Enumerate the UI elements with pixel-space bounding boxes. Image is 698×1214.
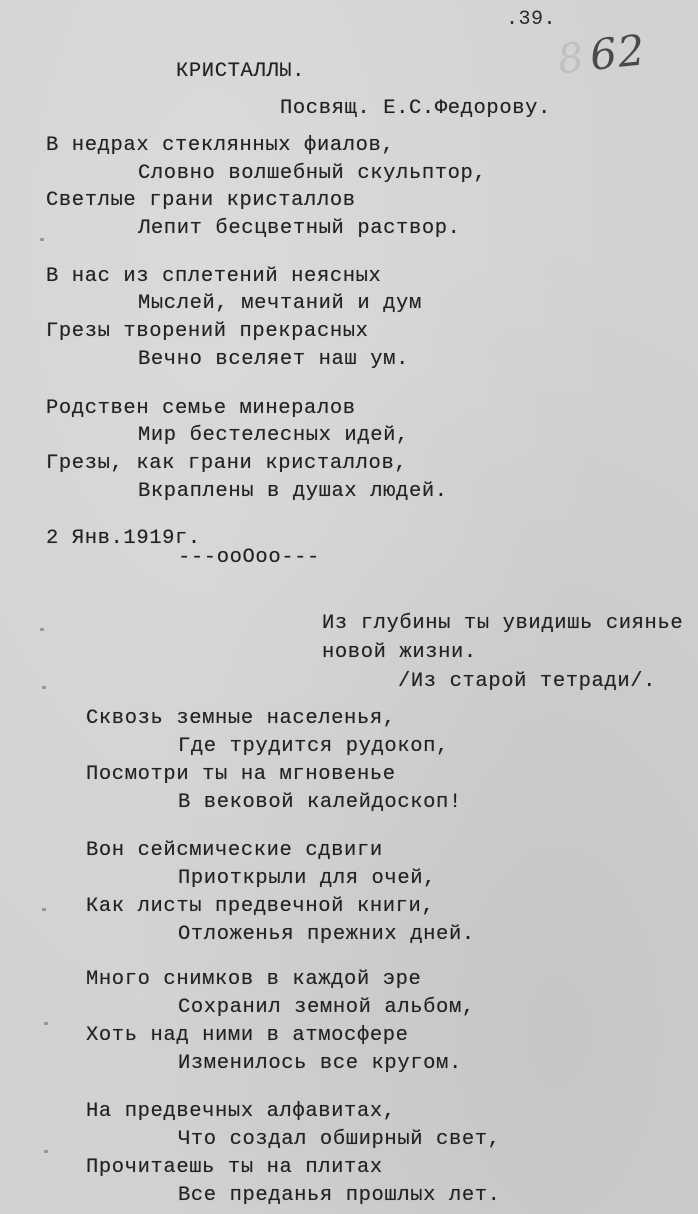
- margin-mark: [40, 628, 44, 631]
- poem-date: 2 Янв.1919г.: [46, 527, 201, 550]
- verse-line: Хоть над ними в атмосфере: [86, 1024, 409, 1047]
- margin-mark: [44, 1150, 48, 1153]
- verse-line: Вечно вселяет наш ум.: [138, 348, 409, 371]
- verse-line: Сквозь земные населенья,: [86, 707, 396, 730]
- archive-stamp-ghost: 8: [554, 34, 587, 84]
- verse-line: В вековой калейдоскоп!: [178, 791, 462, 814]
- page-number: .39.: [506, 8, 557, 31]
- margin-mark: [44, 1022, 48, 1025]
- verse-line: Родствен семье минералов: [46, 397, 356, 420]
- archive-number: 62: [587, 25, 648, 80]
- verse-line: Вкраплены в душах людей.: [138, 480, 448, 503]
- verse-line: Грезы, как грани кристаллов,: [46, 452, 408, 475]
- verse-line: Прочитаешь ты на плитах: [86, 1156, 383, 1179]
- margin-mark: [42, 908, 46, 911]
- margin-mark: [40, 238, 44, 241]
- poem-title: КРИСТАЛЛЫ.: [176, 60, 306, 83]
- verse-line: Изменилось все кругом.: [178, 1052, 462, 1075]
- verse-line: Где трудится рудокоп,: [178, 735, 449, 758]
- verse-line: Много снимков в каждой эре: [86, 968, 422, 991]
- epigraph-source: /Из старой тетради/.: [398, 670, 657, 693]
- epigraph-line: Из глубины ты увидишь сиянье: [322, 612, 684, 635]
- verse-line: Лепит бесцветный раствор.: [138, 217, 461, 240]
- verse-line: Сохранил земной альбом,: [178, 996, 475, 1019]
- verse-line: Отложенья прежних дней.: [178, 923, 475, 946]
- section-separator: ---ooOoo---: [178, 546, 320, 569]
- verse-line: В нас из сплетений неясных: [46, 265, 382, 288]
- poem-dedication: Посвящ. Е.С.Федорову.: [280, 97, 551, 120]
- verse-line: В недрах стеклянных фиалов,: [46, 134, 395, 157]
- epigraph-line: новой жизни.: [322, 641, 477, 664]
- verse-line: Грезы творений прекрасных: [46, 320, 369, 343]
- verse-line: Словно волшебный скульптор,: [138, 162, 487, 185]
- verse-line: Все преданья прошлых лет.: [178, 1184, 501, 1207]
- verse-line: Вон сейсмические сдвиги: [86, 839, 383, 862]
- verse-line: Как листы предвечной книги,: [86, 895, 435, 918]
- verse-line: Посмотри ты на мгновенье: [86, 763, 396, 786]
- verse-line: На предвечных алфавитах,: [86, 1100, 396, 1123]
- verse-line: Мир бестелесных идей,: [138, 424, 409, 447]
- margin-mark: [42, 686, 46, 689]
- verse-line: Мыслей, мечтаний и дум: [138, 292, 422, 315]
- verse-line: Светлые грани кристаллов: [46, 189, 356, 212]
- verse-line: Приоткрыли для очей,: [178, 867, 437, 890]
- verse-line: Что создал обширный свет,: [178, 1128, 501, 1151]
